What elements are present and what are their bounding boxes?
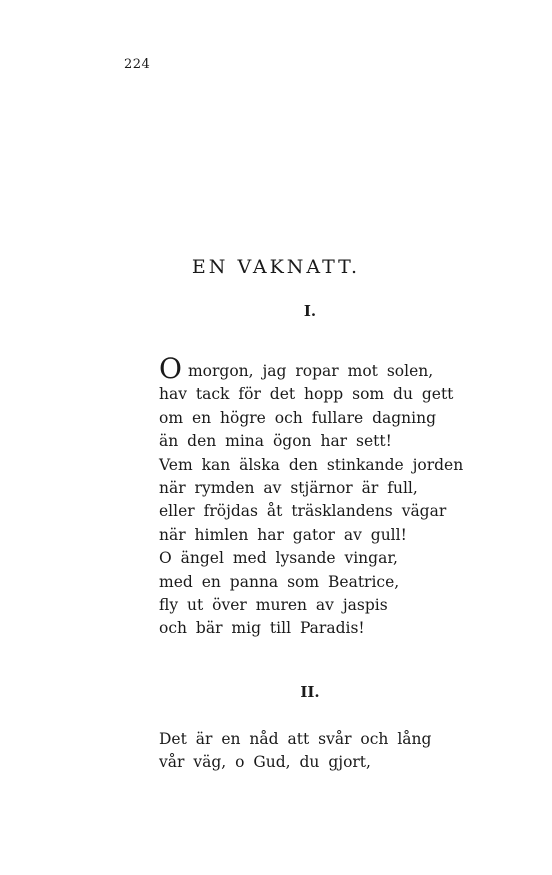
poem-line-text: morgon, jag ropar mot solen, xyxy=(187,362,434,380)
poem-line: med en panna som Beatrice, xyxy=(159,572,400,591)
poem-line: Det är en nåd att svår och lång xyxy=(159,730,432,748)
poem-line: hav tack för det hopp som du gett xyxy=(159,385,454,404)
poem-line: vår väg, o Gud, du gjort, xyxy=(159,753,371,772)
poem-title: EN VAKNATT. xyxy=(191,256,361,278)
poem-line: än den mina ögon har sett! xyxy=(159,432,392,451)
section-numeral-1: I. xyxy=(303,302,317,320)
stanza-2 xyxy=(159,728,431,775)
section-numeral-2: II. xyxy=(300,683,320,701)
poem-line: när rymden av stjärnor är full, xyxy=(159,479,418,498)
poem-line: fly ut över muren av jaspis xyxy=(159,596,388,615)
stanza-1 xyxy=(159,352,464,641)
poem-line: O ängel med lysande vingar, xyxy=(159,549,398,568)
drop-initial: O xyxy=(159,352,182,385)
poem-line: eller fröjdas åt träsklandens vägar xyxy=(159,502,447,521)
poem-line: och bär mig till Paradis! xyxy=(159,619,365,638)
page-number: 224 xyxy=(124,57,151,72)
poem-line xyxy=(159,352,463,385)
poem-line: om en högre och fullare dagning xyxy=(159,408,437,427)
poem-line: Vem kan älska den stinkande jorden xyxy=(159,455,464,474)
poem-line: när himlen har gator av gull! xyxy=(159,525,407,544)
